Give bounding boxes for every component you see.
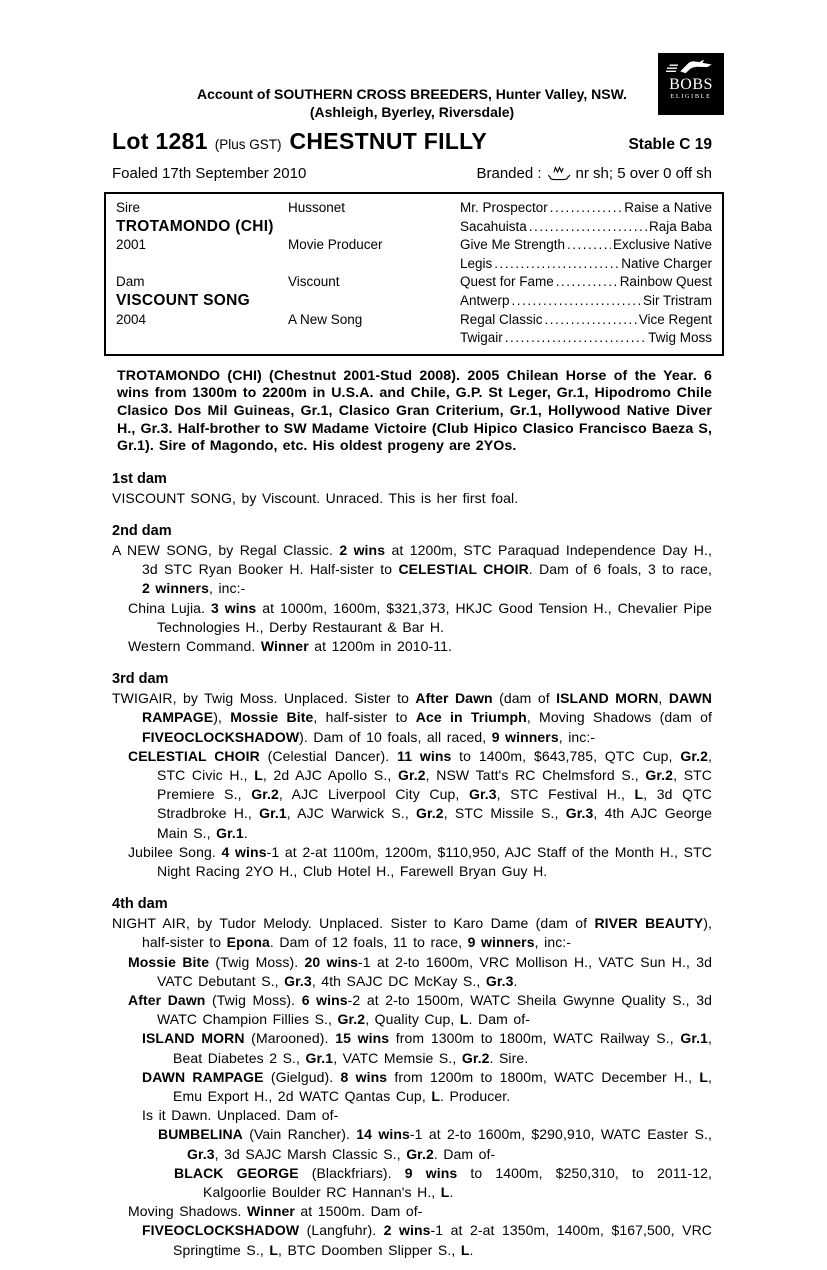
pedigree-paragraph: VISCOUNT SONG, by Viscount. Unraced. This is her first foal.	[112, 489, 519, 506]
pedigree-paragraph: CELESTIAL CHOIR (Celestial Dancer). 11 wins to 1400m, $643,785, QTC Cup, Gr.2, STC Civic H., L, 2d AJC Apollo S., Gr.2, NSW Tatt's RC Chelmsford S., Gr.2, STC Premiere S., Gr.2, AJC Liverpool City Cup, Gr.3, STC Festival H., L, 3d QTC Stradbroke H., Gr.1, AJC Warwick S., Gr.2, STC Missile S., Gr.3, 4th AJC George Main S., Gr.1.	[128, 747, 713, 841]
pedigree-cell-mid: Movie Producer	[288, 237, 383, 253]
ancestor-name: Raise a Native	[624, 200, 712, 215]
foal-brand-row	[112, 164, 712, 182]
ancestor-name: Rainbow Quest	[619, 274, 712, 290]
foaled-date: Foaled 17th September 2010	[112, 164, 307, 182]
pedigree-paragraph: ISLAND MORN (Marooned). 15 wins from 1300m to 1800m, WATC Railway S., Gr.1, Beat Diabetes 2 S., Gr.1, VATC Memsie S., Gr.2. Sire.	[142, 1030, 713, 1066]
ancestor-name: Legis	[460, 255, 493, 271]
pedigree-paragraph: China Lujia. 3 wins at 1000m, 1600m, $321,373, HKJC Good Tension H., Chevalier Pipe Technologies H., Derby Restaurant & Bar H.	[128, 599, 712, 635]
pedigree-paragraph: Moving Shadows. Winner at 1500m. Dam of-	[128, 1203, 423, 1220]
ancestor-name: Regal Classic	[460, 311, 543, 327]
pedigree-paragraph: A NEW SONG, by Regal Classic. 2 wins at 1200m, STC Paraquad Independence Day H., 3d STC Ryan Booker H. Half-sister to CELESTIAL CHOIR. Dam of 6 foals, 3 to race, 2 winners, inc:-	[112, 541, 712, 597]
dam-section-heading: 3rd dam	[112, 671, 169, 688]
pedigree-paragraph: Mossie Bite (Twig Moss). 20 wins-1 at 2-to 1600m, VRC Mollison H., VATC Sun H., 3d VATC Debutant S., Gr.3, 4th SAJC DC McKay S., Gr.3.	[128, 953, 712, 989]
ancestor-pair	[460, 311, 712, 330]
pedigree-paragraph: Western Command. Winner at 1200m in 2010-11.	[128, 637, 453, 654]
pedigree-cell-left: VISCOUNT SONG	[116, 291, 250, 309]
pedigree-cell-mid	[288, 218, 460, 237]
brand-mark-icon	[547, 164, 571, 182]
sire-blurb: TROTAMONDO (CHI) (Chestnut 2001-Stud 2008). 2005 Chilean Horse of the Year. 6 wins from 1300m to 2200m in U.S.A. and Chile, G.P. St Leger, Gr.1, Hipodromo Chile Clasico Dos Mil Guineas, Gr.1, Clasico Gran Criterium, Gr.1, Hollywood Native Diver H., Gr.3. Half-brother to SW Madame Victoire (Club Hipico Clasico Francisco Baeza S, Gr.1). Sire of Magondo, etc. His oldest progeny are 2YOs.	[117, 367, 712, 455]
ancestor-name: Exclusive Native	[612, 237, 712, 253]
leader-dots	[529, 218, 647, 237]
ancestor-name: Give Me Strength	[460, 237, 566, 253]
ancestor-pair	[460, 292, 712, 311]
ancestor-pair	[460, 218, 712, 237]
pedigree-cell-left	[116, 329, 288, 348]
ancestor-name: Antwerp	[460, 292, 510, 308]
ancestor-name: Twig Moss	[648, 330, 712, 346]
branded-description: nr sh; 5 over 0 off sh	[575, 164, 712, 182]
ancestor-name: Sacahuista	[460, 218, 527, 234]
pedigree-cell-left: Sire	[116, 200, 141, 215]
pedigree-cell-left: 2001	[116, 237, 147, 253]
pedigree-paragraph: NIGHT AIR, by Tudor Melody. Unplaced. Sister to Karo Dame (dam of RIVER BEAUTY), half-sister to Epona. Dam of 12 foals, 11 to race, 9 winners, inc:-	[112, 915, 712, 951]
pedigree-paragraph: BLACK GEORGE (Blackfriars). 9 wins to 1400m, $250,310, to 2011-12, Kalgoorlie Boulder RC Hannan's H., L.	[174, 1164, 712, 1201]
pedigree-cell-mid	[288, 292, 460, 311]
pedigree-cell-mid: Viscount	[288, 274, 340, 290]
branded-text	[476, 164, 712, 182]
pedigree-paragraph: After Dawn (Twig Moss). 6 wins-2 at 2-to 1500m, WATC Sheila Gwynne Quality S., 3d WATC Champion Fillies S., Gr.2, Quality Cup, L. Dam of-	[128, 991, 712, 1028]
leader-dots	[550, 199, 622, 218]
pedigree-cell-mid: Hussonet	[288, 200, 346, 215]
leader-dots	[512, 292, 641, 311]
leader-dots	[556, 273, 618, 292]
leader-dots	[545, 311, 637, 330]
leader-dots	[567, 236, 611, 255]
horse-description: CHESTNUT FILLY	[289, 128, 488, 154]
ancestor-pair	[460, 236, 712, 255]
pedigree-table	[104, 192, 724, 356]
lot-title-row	[112, 128, 712, 155]
pedigree-cell-left: TROTAMONDO (CHI)	[116, 217, 274, 235]
pedigree-cell-mid	[288, 255, 460, 274]
dam-section-heading: 4th dam	[112, 896, 168, 913]
ancestor-pair	[460, 329, 712, 348]
pedigree-cell-left	[116, 255, 288, 274]
pedigree-paragraph: FIVEOCLOCKSHADOW (Langfuhr). 2 wins-1 at 2-at 1350m, 1400m, $167,500, VRC Springtime S., L, BTC Doomben Slipper S., L.	[142, 1222, 712, 1258]
ancestor-name: Native Charger	[621, 255, 712, 271]
dam-section-heading: 2nd dam	[112, 522, 172, 539]
ancestor-pair	[460, 273, 712, 292]
pedigree-cell-mid: A New Song	[288, 311, 363, 327]
ancestor-name: Twigair	[460, 330, 503, 346]
pedigree-paragraph: TWIGAIR, by Twig Moss. Unplaced. Sister to After Dawn (dam of ISLAND MORN, DAWN RAMPAGE), Mossie Bite, half-sister to Ace in Triumph, Moving Shadows (dam of FIVEOCLOCKSHADOW). Dam of 10 foals, all raced, 9 winners, inc:-	[112, 690, 713, 745]
ancestor-name: Raja Baba	[648, 218, 712, 234]
pedigree-cell-left: Dam	[116, 274, 145, 290]
stable-number: Stable C 19	[628, 136, 712, 153]
ancestor-name: Sir Tristram	[643, 292, 712, 308]
dam-sections	[112, 470, 712, 1260]
pedigree-paragraph: DAWN RAMPAGE (Gielgud). 8 wins from 1200m to 1800m, WATC December H., L, Emu Export H., 2d WATC Qantas Cup, L. Producer.	[142, 1068, 712, 1104]
ancestor-name: Mr. Prospector	[460, 200, 548, 215]
ancestor-name: Quest for Fame	[460, 274, 554, 290]
gst-note: (Plus GST)	[214, 137, 282, 152]
leader-dots	[494, 255, 619, 274]
bobs-logo-title: BOBS	[669, 76, 713, 93]
pedigree-cell-left: 2004	[116, 311, 147, 327]
pedigree-cell-mid	[288, 329, 460, 348]
branded-label: Branded :	[476, 164, 542, 182]
pedigree-paragraph: Jubilee Song. 4 wins-1 at 2-at 1100m, 1200m, $110,950, AJC Staff of the Month H., STC Night Racing 2YO H., Club Hotel H., Farewell Bryan Guy H.	[128, 843, 712, 879]
stud-names-line: (Ashleigh, Byerley, Riversdale)	[309, 104, 515, 120]
bobs-logo-subtitle: ELIGIBLE	[670, 93, 712, 100]
account-line: Account of SOUTHERN CROSS BREEDERS, Hunter Valley, NSW.	[197, 86, 627, 102]
leader-dots	[505, 329, 646, 348]
lot-number: Lot 1281	[112, 128, 208, 154]
ancestor-pair	[460, 199, 712, 218]
ancestor-pair	[460, 255, 712, 274]
pedigree-paragraph: Is it Dawn. Unplaced. Dam of-	[142, 1107, 339, 1124]
ancestor-name: Vice Regent	[638, 311, 712, 327]
dam-section-heading: 1st dam	[112, 470, 167, 487]
pedigree-paragraph: BUMBELINA (Vain Rancher). 14 wins-1 at 2-to 1600m, $290,910, WATC Easter S., Gr.3, 3d SAJC Marsh Classic S., Gr.2. Dam of-	[158, 1126, 712, 1162]
